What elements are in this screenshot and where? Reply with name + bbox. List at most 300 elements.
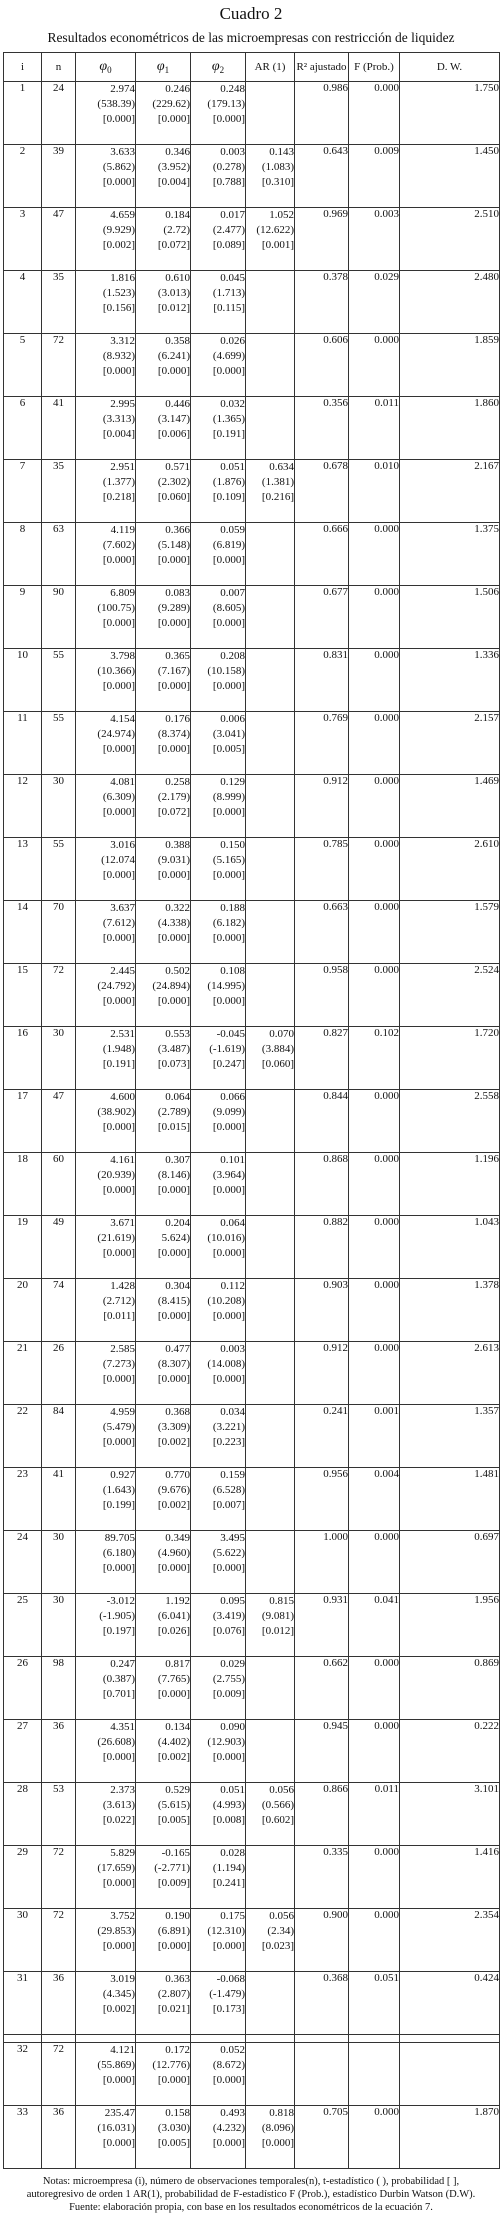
cell-phi2 (191, 1468, 246, 1531)
t-statistic: (5.479) (102, 1421, 135, 1433)
coef-value: 2.531 (110, 1028, 135, 1040)
cell-r2: 0.785 (295, 838, 349, 901)
t-statistic: (0.387) (102, 1673, 135, 1685)
table-row (4, 523, 500, 586)
t-statistic: (-1.905) (99, 1610, 135, 1622)
cell-r2: 0.986 (295, 82, 349, 145)
coef-value: 0.815 (269, 1595, 294, 1607)
coef-value: 0.247 (110, 1658, 135, 1670)
cell-dw: 1.870 (400, 2106, 500, 2169)
cell-phi1 (136, 838, 191, 901)
cell-phi2 (191, 1783, 246, 1846)
cell-phi2 (191, 649, 246, 712)
probability: [0.012] (261, 1625, 294, 1637)
cell-i: 16 (4, 1027, 42, 1090)
cell-i: 17 (4, 1090, 42, 1153)
cell-phi1 (136, 586, 191, 649)
probability: [0.000] (102, 113, 135, 125)
cell-phi0 (76, 1972, 136, 2035)
probability: [0.000] (212, 1562, 245, 1574)
cell-f: 0.011 (349, 397, 400, 460)
coef-value: 0.204 (165, 1217, 190, 1229)
cell-ar (246, 82, 295, 145)
coef-value: 4.081 (110, 776, 135, 788)
cell-phi1 (136, 1216, 191, 1279)
cell-dw: 0.869 (400, 1657, 500, 1720)
cell-r2: 0.900 (295, 1909, 349, 1972)
cell-ar (246, 775, 295, 838)
cell-phi2 (191, 523, 246, 586)
table-row (4, 1531, 500, 1594)
probability: [0.191] (102, 1058, 135, 1070)
t-statistic: (2.807) (157, 1988, 190, 2000)
probability: [0.223] (212, 1436, 245, 1448)
probability: [0.000] (157, 1247, 190, 1259)
cell-r2: 0.945 (295, 1720, 349, 1783)
cell-phi2 (191, 712, 246, 775)
t-statistic (246, 853, 294, 868)
t-statistic: (179.13) (207, 98, 245, 110)
cell-dw: 2.613 (400, 1342, 500, 1405)
cell-r2: 0.663 (295, 901, 349, 964)
coef-value: 0.553 (165, 1028, 190, 1040)
cell-r2: 0.769 (295, 712, 349, 775)
cell-phi1 (136, 334, 191, 397)
cell-n: 41 (42, 397, 76, 460)
coef-value: 0.184 (165, 209, 190, 221)
probability: [0.072] (157, 239, 190, 251)
cell-r2: 0.912 (295, 775, 349, 838)
table-row (4, 1468, 500, 1531)
cell-phi2 (191, 775, 246, 838)
t-statistic: (10.366) (97, 665, 135, 677)
cell-n: 36 (42, 1972, 76, 2035)
probability (246, 679, 294, 694)
probability: [0.004] (102, 428, 135, 440)
header-phi0: $\varphi_0$ (76, 53, 136, 82)
t-statistic: (-1.479) (209, 1988, 245, 2000)
t-statistic: (4.232) (212, 2122, 245, 2134)
cell-i: 6 (4, 397, 42, 460)
cell-phi2 (191, 2043, 246, 2106)
cell-f: 0.000 (349, 649, 400, 712)
coef-value: 4.959 (110, 1406, 135, 1418)
coef-value: 0.070 (269, 1028, 294, 1040)
coef-value: 0.158 (165, 2107, 190, 2119)
coef-value: 0.366 (165, 524, 190, 536)
cell-ar (246, 523, 295, 586)
t-statistic: (12.903) (207, 1736, 245, 1748)
cell-phi2 (191, 460, 246, 523)
cell-phi2 (191, 1342, 246, 1405)
cell-ar (246, 1342, 295, 1405)
probability: [0.060] (157, 491, 190, 503)
cell-phi1 (136, 397, 191, 460)
cell-f: 0.000 (349, 82, 400, 145)
cell-ar (246, 1090, 295, 1153)
cell-ar (246, 1468, 295, 1531)
coef-value (246, 775, 294, 790)
t-statistic (246, 1546, 294, 1561)
probability (246, 1561, 294, 1576)
t-statistic: (26.608) (97, 1736, 135, 1748)
t-statistic (246, 790, 294, 805)
probability: [0.004] (157, 176, 190, 188)
cell-i: 21 (4, 1342, 42, 1405)
table-row (4, 1594, 500, 1657)
coef-value (246, 901, 294, 916)
coef-value (246, 1216, 294, 1231)
cell-phi2 (191, 145, 246, 208)
cell-r2: 0.378 (295, 271, 349, 334)
cell-phi2 (191, 1720, 246, 1783)
cell-f: 0.000 (349, 1531, 400, 1594)
cell-f: 0.011 (349, 1783, 400, 1846)
t-statistic: (8.374) (157, 728, 190, 740)
t-statistic (246, 1231, 294, 1246)
cell-phi0 (76, 1468, 136, 1531)
probability (246, 742, 294, 757)
cell-n: 30 (42, 1594, 76, 1657)
t-statistic: (229.62) (152, 98, 190, 110)
probability: [0.191] (212, 428, 245, 440)
coef-value: 0.090 (220, 1721, 245, 1733)
probability: [0.247] (212, 1058, 245, 1070)
cell-i: 18 (4, 1153, 42, 1216)
coef-value: 0.134 (165, 1721, 190, 1733)
cell-n: 90 (42, 586, 76, 649)
cell-phi2 (191, 1657, 246, 1720)
probability: [0.218] (102, 491, 135, 503)
table-row (4, 1846, 500, 1909)
cell-phi0 (76, 208, 136, 271)
probability: [0.000] (157, 995, 190, 1007)
probability: [0.073] (157, 1058, 190, 1070)
cell-n: 63 (42, 523, 76, 586)
cell-i: 15 (4, 964, 42, 1027)
t-statistic: (5.148) (157, 539, 190, 551)
t-statistic: (10.158) (207, 665, 245, 677)
cell-phi1 (136, 271, 191, 334)
coef-value: 4.119 (110, 524, 135, 536)
coef-value: 0.083 (165, 587, 190, 599)
t-statistic (246, 97, 294, 112)
probability: [0.000] (212, 617, 245, 629)
cell-ar (246, 1279, 295, 1342)
probability: [0.000] (102, 1121, 135, 1133)
cell-n: 72 (42, 334, 76, 397)
probability: [0.000] (157, 1310, 190, 1322)
cell-dw: 1.860 (400, 397, 500, 460)
coef-value: 4.659 (110, 209, 135, 221)
coef-value (246, 397, 294, 412)
header-dw: D. W. (400, 53, 500, 82)
t-statistic: (9.099) (212, 1106, 245, 1118)
probability: [0.000] (212, 932, 245, 944)
probability: [0.000] (212, 995, 245, 1007)
cell-n: 60 (42, 1153, 76, 1216)
probability (246, 1309, 294, 1324)
probability: [0.006] (157, 428, 190, 440)
t-statistic (246, 1861, 294, 1876)
cell-ar (246, 1216, 295, 1279)
t-statistic (246, 538, 294, 553)
cell-dw: 2.167 (400, 460, 500, 523)
coef-value: 0.307 (165, 1154, 190, 1166)
cell-phi2 (191, 1846, 246, 1909)
cell-n: 72 (42, 2043, 76, 2106)
t-statistic: (4.993) (212, 1799, 245, 1811)
coef-value: 0.150 (220, 839, 245, 851)
t-statistic: (3.041) (212, 728, 245, 740)
cell-dw: 1.720 (400, 1027, 500, 1090)
probability: [0.000] (157, 932, 190, 944)
t-statistic: (3.309) (157, 1421, 190, 1433)
cell-phi1 (136, 1468, 191, 1531)
probability: [0.000] (102, 1436, 135, 1448)
cell-i: 14 (4, 901, 42, 964)
probability (246, 553, 294, 568)
coef-value: 1.816 (110, 272, 135, 284)
probability: [0.000] (102, 743, 135, 755)
coef-value: 0.026 (220, 335, 245, 347)
probability (246, 1183, 294, 1198)
t-statistic (246, 349, 294, 364)
probability: [0.788] (212, 176, 245, 188)
coef-value: 3.752 (110, 1910, 135, 1922)
cell-n: 35 (42, 460, 76, 523)
coef-value (246, 271, 294, 286)
coef-value: 1.428 (110, 1280, 135, 1292)
probability: [0.060] (261, 1058, 294, 1070)
probability: [0.000] (102, 1373, 135, 1385)
coef-value: 2.951 (110, 461, 135, 473)
cell-n: 47 (42, 208, 76, 271)
coef-value: 3.016 (110, 839, 135, 851)
t-statistic: (4.699) (212, 350, 245, 362)
coef-value: 0.007 (220, 587, 245, 599)
t-statistic: (24.792) (97, 980, 135, 992)
cell-r2: 0.866 (295, 1783, 349, 1846)
cell-phi0 (76, 712, 136, 775)
t-statistic: (1.365) (212, 413, 245, 425)
t-statistic: (8.146) (157, 1169, 190, 1181)
coef-value: 2.585 (110, 1343, 135, 1355)
cell-ar (246, 712, 295, 775)
cell-n: 55 (42, 712, 76, 775)
t-statistic: (8.096) (261, 2122, 294, 2134)
cell-ar (246, 2043, 295, 2106)
t-statistic: (14.995) (207, 980, 245, 992)
probability (246, 931, 294, 946)
cell-phi2 (191, 901, 246, 964)
t-statistic: (6.891) (157, 1925, 190, 1937)
cell-phi2 (191, 1909, 246, 1972)
probability: [0.115] (213, 302, 245, 314)
coef-value: 0.927 (110, 1469, 135, 1481)
cell-phi1 (136, 523, 191, 586)
coef-value: 1.052 (269, 209, 294, 221)
t-statistic: (24.894) (152, 980, 190, 992)
coef-value: 0.129 (220, 776, 245, 788)
cell-i: 4 (4, 271, 42, 334)
cell-i: 3 (4, 208, 42, 271)
cell-r2: 0.643 (295, 145, 349, 208)
cell-f: 0.000 (349, 1153, 400, 1216)
cell-ar (246, 145, 295, 208)
cell-n: 36 (42, 2106, 76, 2169)
cell-i: 25 (4, 1594, 42, 1657)
cell-n: 30 (42, 1027, 76, 1090)
t-statistic: (1.948) (102, 1043, 135, 1055)
table-row (4, 1720, 500, 1783)
cell-dw: 1.750 (400, 82, 500, 145)
cell-phi0 (76, 838, 136, 901)
cell-f: 0.001 (349, 1405, 400, 1468)
probability: [0.000] (157, 1184, 190, 1196)
probability: [0.000] (212, 1121, 245, 1133)
cell-dw: 1.196 (400, 1153, 500, 1216)
t-statistic: (8.307) (157, 1358, 190, 1370)
table-row (4, 901, 500, 964)
coef-value: -0.165 (161, 1847, 190, 1859)
cell-phi1 (136, 1405, 191, 1468)
probability: [0.008] (212, 1814, 245, 1826)
coef-value: 0.358 (165, 335, 190, 347)
t-statistic: (7.612) (102, 917, 135, 929)
table-row (4, 1027, 500, 1090)
coef-value (246, 523, 294, 538)
t-statistic: (2.302) (157, 476, 190, 488)
coef-value: 89.705 (104, 1532, 135, 1544)
t-statistic: (1.194) (212, 1862, 245, 1874)
probability: [0.000] (157, 554, 190, 566)
cell-dw: 1.859 (400, 334, 500, 397)
header-r2: R² ajustado (295, 53, 349, 82)
probability (246, 616, 294, 631)
coef-value: 0.051 (220, 1784, 245, 1796)
t-statistic: (12.776) (152, 2059, 190, 2071)
probability: [0.072] (157, 806, 190, 818)
t-statistic: (10.208) (207, 1295, 245, 1307)
coef-value: 2.995 (110, 398, 135, 410)
probability: [0.000] (157, 365, 190, 377)
t-statistic: (9.031) (157, 854, 190, 866)
coef-value: 0.610 (165, 272, 190, 284)
table-title: Cuadro 2 (219, 4, 283, 23)
cell-i: 33 (4, 2106, 42, 2169)
table-row (4, 1153, 500, 1216)
coef-value: 0.159 (220, 1469, 245, 1481)
cell-ar (246, 397, 295, 460)
cell-phi0 (76, 334, 136, 397)
cell-r2: 1.000 (295, 1531, 349, 1594)
cell-r2: 0.868 (295, 1153, 349, 1216)
probability: [0.310] (261, 176, 294, 188)
t-statistic: (2.477) (212, 224, 245, 236)
probability (246, 1435, 294, 1450)
gap-cell (42, 2035, 76, 2043)
cell-r2: 0.335 (295, 1846, 349, 1909)
coef-value (246, 1657, 294, 1672)
cell-phi0 (76, 460, 136, 523)
coef-value: 3.633 (110, 146, 135, 158)
probability: [0.000] (157, 680, 190, 692)
cell-r2: 0.662 (295, 1657, 349, 1720)
cell-r2: 0.882 (295, 1216, 349, 1279)
table-row (4, 649, 500, 712)
cell-n: 84 (42, 1405, 76, 1468)
coef-value: 0.493 (220, 2107, 245, 2119)
cell-f: 0.000 (349, 901, 400, 964)
cell-f: 0.000 (349, 1657, 400, 1720)
header-phi1: $\varphi_1$ (136, 53, 191, 82)
t-statistic: (12.622) (256, 224, 294, 236)
cell-r2: 0.677 (295, 586, 349, 649)
t-statistic: (0.278) (212, 161, 245, 173)
t-statistic (246, 1735, 294, 1750)
cell-f (349, 2043, 400, 2106)
cell-phi0 (76, 1909, 136, 1972)
coef-value (246, 1342, 294, 1357)
probability: [0.000] (212, 113, 245, 125)
cell-phi1 (136, 712, 191, 775)
gap-cell (136, 2035, 191, 2043)
table-row (4, 208, 500, 271)
coef-value: 0.446 (165, 398, 190, 410)
table-row (4, 1657, 500, 1720)
probability: [0.000] (212, 1184, 245, 1196)
table-row (4, 334, 500, 397)
probability: [0.000] (102, 806, 135, 818)
cell-dw (400, 2043, 500, 2106)
t-statistic: (2.72) (163, 224, 190, 236)
cell-phi2 (191, 82, 246, 145)
coef-value: 4.161 (110, 1154, 135, 1166)
t-statistic: (1.083) (261, 161, 294, 173)
cell-n: 30 (42, 1531, 76, 1594)
gap-cell (349, 2035, 400, 2043)
probability (246, 805, 294, 820)
cell-r2 (295, 2043, 349, 2106)
t-statistic: (-1.619) (209, 1043, 245, 1055)
coef-value: 0.052 (220, 2044, 245, 2056)
cell-n: 36 (42, 1720, 76, 1783)
coef-value: 0.190 (165, 1910, 190, 1922)
cell-phi1 (136, 901, 191, 964)
cell-phi0 (76, 1342, 136, 1405)
gap-cell (76, 2035, 136, 2043)
cell-phi1 (136, 1594, 191, 1657)
cell-f: 0.029 (349, 271, 400, 334)
cell-ar (246, 334, 295, 397)
cell-phi1 (136, 1783, 191, 1846)
cell-n: 74 (42, 1279, 76, 1342)
cell-phi0 (76, 649, 136, 712)
cell-ar (246, 1405, 295, 1468)
t-statistic: (9.081) (261, 1610, 294, 1622)
probability: [0.002] (157, 1436, 190, 1448)
probability: [0.602] (261, 1814, 294, 1826)
probability: [0.002] (102, 239, 135, 251)
coef-value: 2.974 (110, 83, 135, 95)
cell-i: 2 (4, 145, 42, 208)
probability: [0.002] (157, 1751, 190, 1763)
cell-dw: 3.101 (400, 1783, 500, 1846)
cell-phi2 (191, 1153, 246, 1216)
table-row (4, 460, 500, 523)
t-statistic: (0.566) (261, 1799, 294, 1811)
